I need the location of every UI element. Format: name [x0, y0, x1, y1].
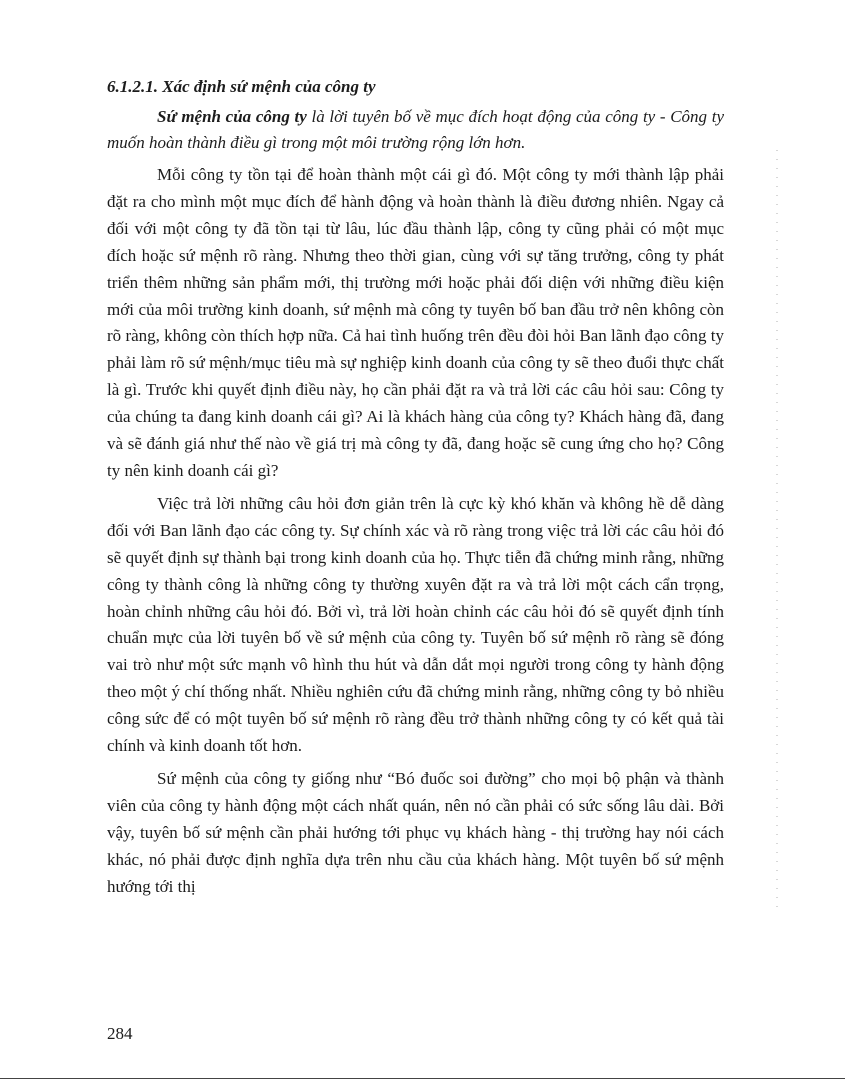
- definition-term: Sứ mệnh của công ty: [157, 107, 307, 126]
- definition-paragraph: [107, 104, 724, 156]
- page-number: 284: [107, 1024, 133, 1043]
- body-paragraph-1: Mỗi công ty tồn tại để hoàn thành một cái gì đó. Một công ty mới thành lập phải đặt ra cho mình một mục đích để hành động và hoàn thành là điều đương nhiên. Ngay cả đối với một công ty đã tồn tại từ lâu, lúc đầu thành lập, công ty cũng phải có một mục đích hoặc sứ mệnh rõ ràng. Nhưng theo thời gian, cùng với sự tăng trưởng, công ty phát triển thêm những sản phẩm mới, thị trường mới hoặc phải đối diện với những điều kiện mới của môi trường kinh doanh, sứ mệnh mà công ty tuyên bố ban đầu trở nên không còn rõ ràng, không còn thích hợp nữa. Cả hai tình huống trên đều đòi hỏi Ban lãnh đạo công ty phải làm rõ sứ mệnh/mục tiêu mà sự nghiệp kinh doanh của công ty sẽ theo đuổi thực chất là gì. Trước khi quyết định điều này, họ cần phải đặt ra và trả lời các câu hỏi sau: Công ty của chúng ta đang kinh doanh cái gì? Ai là khách hàng của công ty? Khách hàng đã, đang và sẽ đánh giá như thế nào về giá trị mà công ty đã, đang hoặc sẽ cung ứng cho họ? Công ty nên kinh doanh cái gì?: [107, 165, 724, 480]
- bottom-rule: [0, 1078, 845, 1079]
- definition-text: là lời tuyên bố về mục đích hoạt động của công ty - Công ty muốn hoàn thành điều gì trong một môi trường rộng lớn hơn.: [107, 107, 725, 152]
- scan-margin-marks: [776, 150, 778, 910]
- page-content: [107, 74, 724, 906]
- body-paragraph-3: Sứ mệnh của công ty giống như “Bó đuốc soi đường” cho mọi bộ phận và thành viên của công ty hành động một cách nhất quán, nên nó cần phải có sức sống lâu dài. Bởi vậy, tuyên bố sứ mệnh cần phải hướng tới phục vụ khách hàng - thị trường hay nói cách khác, nó phải được định nghĩa dựa trên nhu cầu của khách hàng. Một tuyên bố sứ mệnh hướng tới thị: [107, 768, 724, 896]
- body-paragraph-2: Việc trả lời những câu hỏi đơn giản trên là cực kỳ khó khăn và không hề dễ dàng đối với Ban lãnh đạo các công ty. Sự chính xác và rõ ràng trong việc trả lời các câu hỏi đó sẽ quyết định sự thành bại trong kinh doanh của họ. Thực tiễn đã chứng minh rằng, những công ty thành công là những công ty thường xuyên đặt ra và trả lời một cách cẩn trọng, hoàn chỉnh những câu hỏi đó. Bởi vì, trả lời hoàn chỉnh các câu hỏi đó sẽ quyết định tính chuẩn mực của lời tuyên bố về sứ mệnh của công ty. Tuyên bố sứ mệnh rõ ràng sẽ đóng vai trò như một sức mạnh vô hình thu hút và dẫn dắt mọi người trong công ty hành động theo một ý chí thống nhất. Nhiều nghiên cứu đã chứng minh rằng, những công ty bỏ nhiều công sức để có một tuyên bố sứ mệnh rõ ràng đều trở thành những công ty có kết quả tài chính và kinh doanh tốt hơn.: [107, 493, 724, 756]
- section-heading: 6.1.2.1. Xác định sứ mệnh của công ty: [107, 77, 376, 96]
